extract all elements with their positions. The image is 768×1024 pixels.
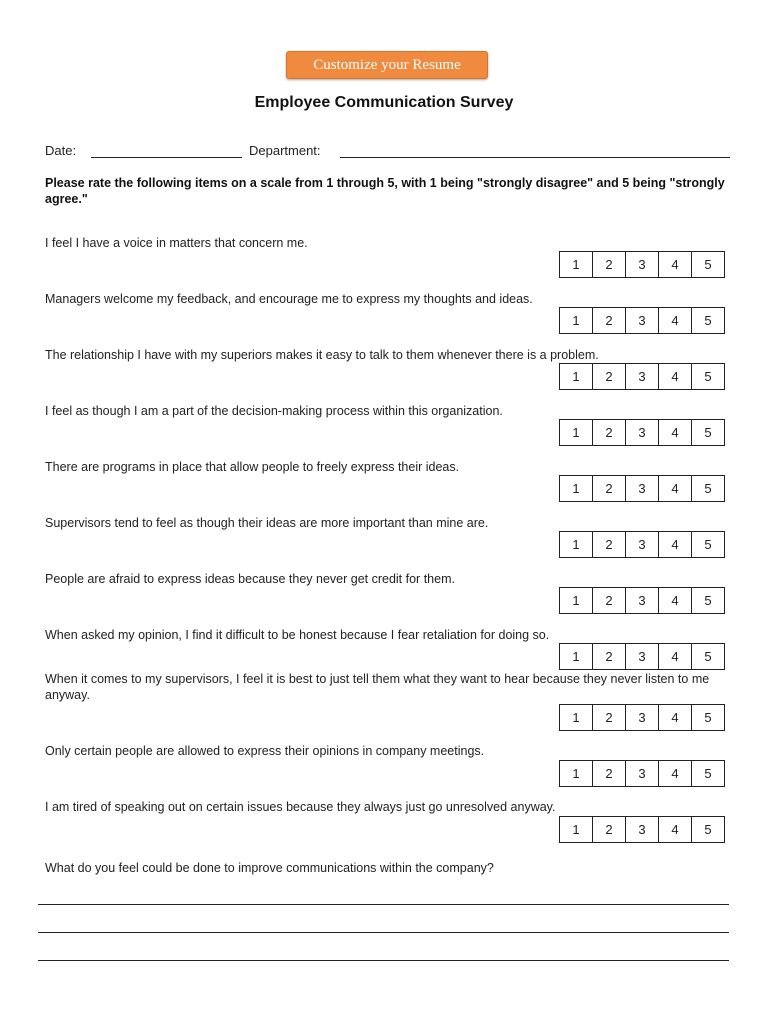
rating-5-option-4[interactable]: 4 [658,475,692,502]
question-8: When asked my opinion, I find it difficult to be honest because I fear retaliation for doing so. [45,628,550,642]
rating-2-option-1[interactable]: 1 [559,307,593,334]
rating-3-option-5[interactable]: 5 [691,363,725,390]
department-field[interactable] [340,157,730,158]
rating-5-option-2[interactable]: 2 [592,475,626,502]
answer-line-1[interactable] [38,904,729,905]
department-label: Department: [249,143,321,158]
answer-line-2[interactable] [38,932,729,933]
rating-scale-11 [559,816,725,843]
rating-9-option-5[interactable]: 5 [691,704,725,731]
rating-1-option-4[interactable]: 4 [658,251,692,278]
rating-6-option-1[interactable]: 1 [559,531,593,558]
rating-scale-2 [559,307,725,334]
rating-8-option-1[interactable]: 1 [559,643,593,670]
rating-11-option-4[interactable]: 4 [658,816,692,843]
answer-line-3[interactable] [38,960,729,961]
date-label: Date: [45,143,77,158]
question-7: People are afraid to express ideas because they never get credit for them. [45,572,455,586]
rating-11-option-2[interactable]: 2 [592,816,626,843]
rating-2-option-4[interactable]: 4 [658,307,692,334]
rating-10-option-1[interactable]: 1 [559,760,593,787]
rating-10-option-3[interactable]: 3 [625,760,659,787]
question-9: When it comes to my supervisors, I feel it is best to just tell them what they want to hear because they never listen to me anyway. [45,672,710,702]
rating-scale-7 [559,587,725,614]
rating-scale-5 [559,475,725,502]
rating-11-option-3[interactable]: 3 [625,816,659,843]
rating-9-option-1[interactable]: 1 [559,704,593,731]
date-field[interactable] [91,157,242,158]
rating-6-option-2[interactable]: 2 [592,531,626,558]
rating-1-option-3[interactable]: 3 [625,251,659,278]
rating-7-option-2[interactable]: 2 [592,587,626,614]
rating-4-option-2[interactable]: 2 [592,419,626,446]
question-2: Managers welcome my feedback, and encourage me to express my thoughts and ideas. [45,292,533,306]
rating-8-option-3[interactable]: 3 [625,643,659,670]
rating-4-option-1[interactable]: 1 [559,419,593,446]
rating-3-option-3[interactable]: 3 [625,363,659,390]
rating-7-option-1[interactable]: 1 [559,587,593,614]
rating-scale-9 [559,704,725,731]
rating-1-option-5[interactable]: 5 [691,251,725,278]
rating-scale-6 [559,531,725,558]
rating-5-option-1[interactable]: 1 [559,475,593,502]
rating-7-option-5[interactable]: 5 [691,587,725,614]
rating-scale-3 [559,363,725,390]
rating-3-option-1[interactable]: 1 [559,363,593,390]
rating-5-option-5[interactable]: 5 [691,475,725,502]
rating-7-option-4[interactable]: 4 [658,587,692,614]
rating-8-option-4[interactable]: 4 [658,643,692,670]
rating-5-option-3[interactable]: 3 [625,475,659,502]
rating-3-option-2[interactable]: 2 [592,363,626,390]
rating-scale-10 [559,760,725,787]
page-title: Employee Communication Survey [254,94,514,111]
rating-9-option-2[interactable]: 2 [592,704,626,731]
rating-scale-4 [559,419,725,446]
rating-9-option-4[interactable]: 4 [658,704,692,731]
rating-11-option-1[interactable]: 1 [559,816,593,843]
rating-6-option-5[interactable]: 5 [691,531,725,558]
rating-4-option-3[interactable]: 3 [625,419,659,446]
question-3: The relationship I have with my superiors makes it easy to talk to them whenever there is a problem. [45,348,599,362]
rating-2-option-5[interactable]: 5 [691,307,725,334]
rating-2-option-3[interactable]: 3 [625,307,659,334]
rating-10-option-5[interactable]: 5 [691,760,725,787]
rating-6-option-3[interactable]: 3 [625,531,659,558]
rating-9-option-3[interactable]: 3 [625,704,659,731]
rating-10-option-2[interactable]: 2 [592,760,626,787]
question-6: Supervisors tend to feel as though their ideas are more important than mine are. [45,516,489,530]
question-4: I feel as though I am a part of the decision-making process within this organization. [45,404,503,418]
rating-1-option-2[interactable]: 2 [592,251,626,278]
rating-10-option-4[interactable]: 4 [658,760,692,787]
rating-1-option-1[interactable]: 1 [559,251,593,278]
instructions: Please rate the following items on a scale from 1 through 5, with 1 being "strongly disagree" and 5 being "strongly agree." [45,176,725,206]
rating-4-option-4[interactable]: 4 [658,419,692,446]
question-10: Only certain people are allowed to express their opinions in company meetings. [45,744,485,758]
question-11: I am tired of speaking out on certain issues because they always just go unresolved anyway. [45,800,556,814]
question-5: There are programs in place that allow people to freely express their ideas. [45,460,460,474]
rating-11-option-5[interactable]: 5 [691,816,725,843]
rating-scale-8 [559,643,725,670]
rating-4-option-5[interactable]: 5 [691,419,725,446]
rating-8-option-2[interactable]: 2 [592,643,626,670]
rating-scale-1 [559,251,725,278]
rating-6-option-4[interactable]: 4 [658,531,692,558]
rating-8-option-5[interactable]: 5 [691,643,725,670]
question-1: I feel I have a voice in matters that concern me. [45,236,308,250]
open-question: What do you feel could be done to improve communications within the company? [45,861,494,875]
rating-7-option-3[interactable]: 3 [625,587,659,614]
rating-3-option-4[interactable]: 4 [658,363,692,390]
customize-resume-button[interactable]: Customize your Resume [286,51,488,79]
rating-2-option-2[interactable]: 2 [592,307,626,334]
